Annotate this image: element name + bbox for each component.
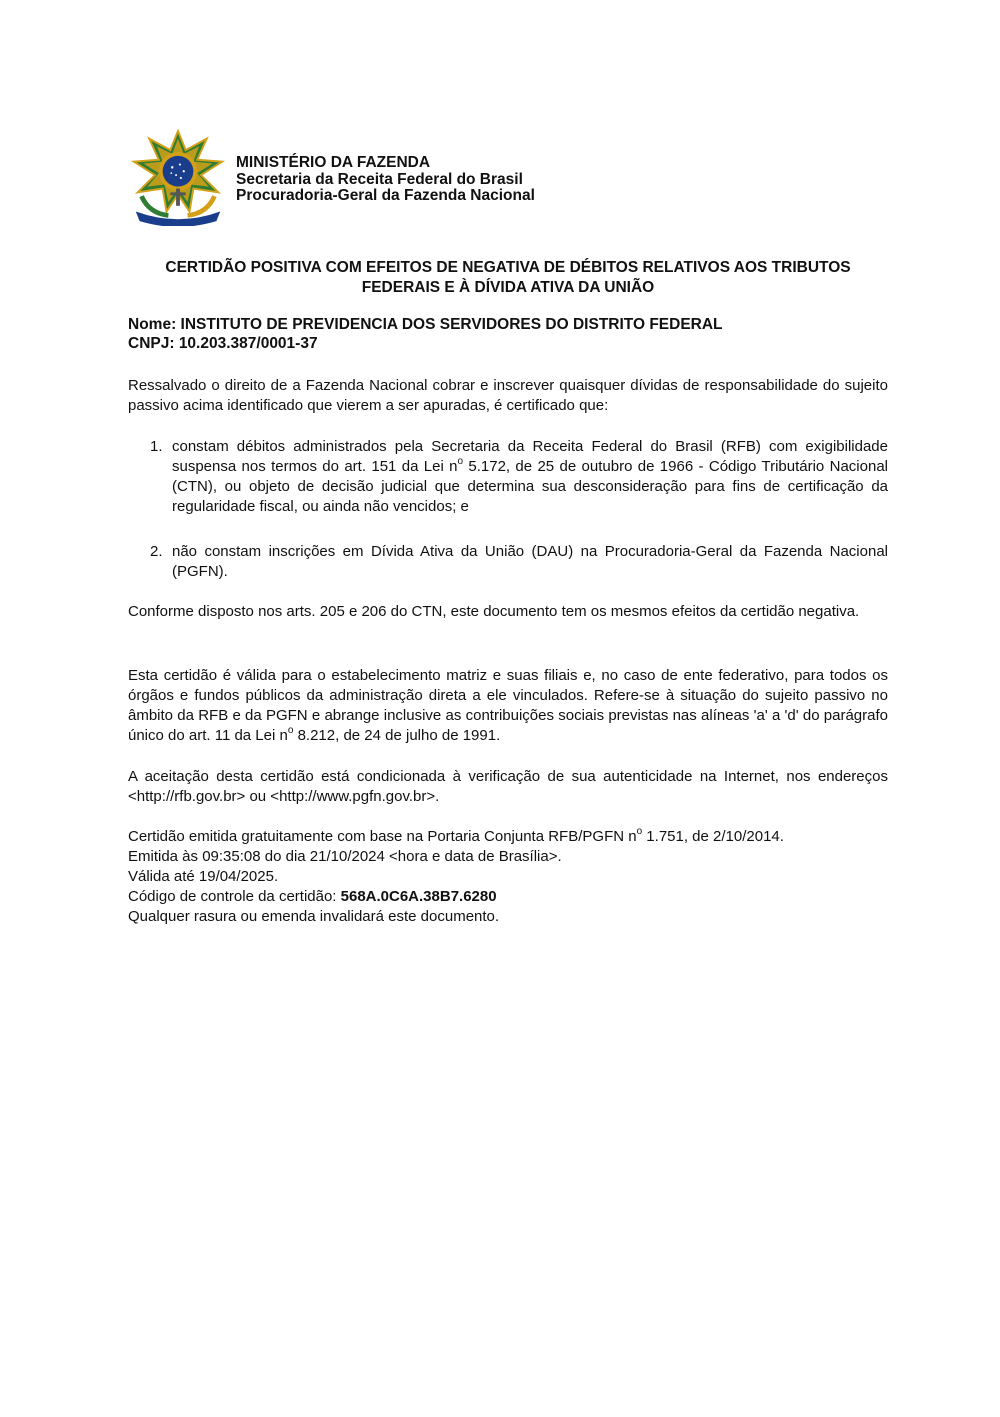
taxpayer-name: Nome: INSTITUTO DE PREVIDENCIA DOS SERVIDORES DO DISTRITO FEDERAL [128,316,723,333]
control-code: 568A.0C6A.38B7.6280 [340,888,497,905]
list-item-number: 2. [150,543,163,560]
coat-of-arms-icon [130,128,226,226]
taxpayer-cnpj: CNPJ: 10.203.387/0001-37 [128,335,318,352]
issued-at-line: Emitida às 09:35:08 do dia 21/10/2024 <hora e data de Brasília>. [128,848,562,865]
ministry-name: MINISTÉRIO DA FAZENDA [236,154,431,171]
certificate-title [128,258,888,298]
issuance-details [128,827,888,927]
document-header [130,128,890,228]
tamper-warning-line: Qualquer rasura ou emenda invalidará este documento. [128,908,500,925]
authenticity-paragraph: A aceitação desta certidão está condicionada à verificação de sua autenticidade na Internet, nos endereços <http://rfb.gov.br> ou <http://www.pgfn.gov.br>. [128,768,888,805]
title-line-2: FEDERAIS E À DÍVIDA ATIVA DA UNIÃO [361,279,655,296]
list-item-text: constam débitos administrados pela Secretaria da Receita Federal do Brasil (RFB) com exigibilidade suspensa nos termos do art. 151 da Lei $n^o$ 5.172, de 25 de outubro de 1966 - Código Tributário Nacional (CTN), ou objeto de decisão judicial que determina sua desconsideração para fins de certificação da regularidade fiscal, ou ainda não vencidos; e [172,438,888,515]
list-item [150,437,888,517]
header-text [236,155,535,205]
certified-items-list-2 [150,542,888,582]
secretariat-name: Secretaria da Receita Federal do Brasil [236,170,523,188]
ctn-effects-paragraph: Conforme disposto nos arts. 205 e 206 do CTN, este documento tem os mesmos efeitos da certidão negativa. [128,603,860,620]
ordinance-line: Certidão emitida gratuitamente com base na Portaria Conjunta RFB/PGFN $n^o$ 1.751, de 2/10/2014. [128,826,784,845]
list-item-number: 1. [150,438,163,455]
validity-paragraph: Esta certidão é válida para o estabelecimento matriz e suas filiais e, no caso de ente federativo, para todos os órgãos e fundos públicos da administração direta a ele vinculados. Refere-se à situação do sujeito passivo no âmbito da RFB e da PGFN e abrange inclusive as contribuições sociais previstas nas alíneas 'a' a 'd' do parágrafo único do art. 11 da Lei $n^o$ 8.212, de 24 de julho de 1991. [128,667,888,744]
list-item-text: não constam inscrições em Dívida Ativa da União (DAU) na Procuradoria-Geral da Fazenda Nacional (PGFN). [172,543,888,580]
taxpayer-identification [128,315,723,353]
title-line-1: CERTIDÃO POSITIVA COM EFEITOS DE NEGATIVA DE DÉBITOS RELATIVOS AOS TRIBUTOS [165,259,851,276]
list-item [150,542,888,582]
control-code-line: Código de controle da certidão: 568A.0C6A.38B7.6280 [128,888,497,905]
certified-items-list [150,437,888,517]
intro-paragraph: Ressalvado o direito de a Fazenda Nacional cobrar e inscrever quaisquer dívidas de responsabilidade do sujeito passivo acima identificado que vierem a ser apuradas, é certificado que: [128,377,888,414]
attorney-office-name: Procuradoria-Geral da Fazenda Nacional [236,187,535,204]
valid-until-line: Válida até 19/04/2025. [128,868,279,885]
